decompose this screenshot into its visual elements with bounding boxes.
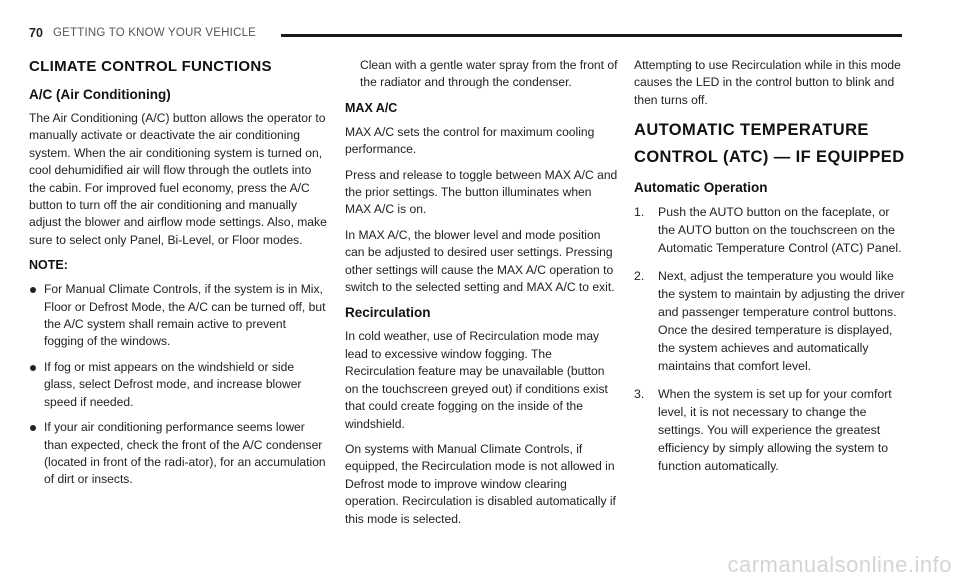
max-ac-paragraph: In MAX A/C, the blower level and mode position can be adjusted to desired user settings. Pressing other settings will cause the MAX A/C operation to switch to the selected setting and MAX A/C to exit. <box>345 227 615 295</box>
page-header <box>29 26 902 42</box>
step-text: When the system is set up for your comfort level, it is not necessary to change the settings. You will experience the greatest efficiency by simply allowing the system to function automatically. <box>658 387 892 474</box>
steps-list <box>634 203 910 475</box>
ac-subheading: A/C (Air Conditioning) <box>29 87 171 102</box>
column-middle <box>345 57 618 536</box>
ac-paragraph: The Air Conditioning (A/C) button allows the operator to manually activate or deactivate the air conditioning system. When the air conditioning system is turned on, cool dehumidified air will flow through the outlets into the cabin. For improved fuel economy, press the A/C button to turn off the air conditioning and manually adjust the blower and airflow mode settings. Also, make sure to select only Panel, Bi-Level, or Floor modes. <box>29 111 327 247</box>
note-bullet-text: If fog or mist appears on the windshield or side glass, select Defrost mode, and increase blower speed if needed. <box>44 359 302 409</box>
step-number: 2. <box>634 269 645 284</box>
step-number: 1. <box>634 205 645 220</box>
bullet-icon <box>30 287 36 293</box>
step-text: Push the AUTO button on the faceplate, or the AUTO button on the touchscreen on the Automatic Temperature Control (ATC) Panel. <box>658 205 902 256</box>
note-list <box>29 281 327 488</box>
step-number: 3. <box>634 387 645 402</box>
header-rule <box>281 34 902 37</box>
bullet-continuation: Clean with a gentle water spray from the front of the radiator and through the condenser. <box>360 58 618 90</box>
list-item <box>634 203 910 257</box>
automatic-operation-heading: Automatic Operation <box>634 180 768 196</box>
list-item <box>634 385 910 475</box>
column-left <box>29 57 327 497</box>
list-item <box>29 359 327 411</box>
section-title: GETTING TO KNOW YOUR VEHICLE <box>53 27 257 39</box>
list-item <box>634 267 910 375</box>
climate-control-heading: CLIMATE CONTROL FUNCTIONS <box>29 58 272 75</box>
column-right <box>634 57 910 485</box>
step-text: Next, adjust the temperature you would like the system to maintain by adjusting the driver and passenger temperature control buttons. Once the desired temperature is displayed, the system achieves and automatically maintains that comfort level. <box>658 269 905 374</box>
atc-heading: AUTOMATIC TEMPERATURE CONTROL (ATC) — IF EQUIPPED <box>634 121 905 167</box>
note-bullet-text: For Manual Climate Controls, if the system is in Mix, Floor or Defrost Mode, the A/C can be turned off, but the A/C system shall remain active to prevent fogging of the windows. <box>44 282 326 349</box>
page-number: 70 <box>29 26 43 40</box>
recirculation-paragraph: In cold weather, use of Recirculation mode may lead to excessive window fogging. The Recirculation feature may be unavailable (button on the touchscreen greyed out) if conditions exist that could create fogging on the inside of the windshield. <box>345 329 608 431</box>
bullet-icon <box>30 365 36 371</box>
max-ac-heading: MAX A/C <box>345 100 398 115</box>
list-item <box>29 281 327 351</box>
max-ac-paragraph: MAX A/C sets the control for maximum cooling performance. <box>345 124 595 157</box>
note-bullet-text: If your air conditioning performance seems lower than expected, check the front of the A/C condenser (located in front of the radi-ator), for an accumulation of dirt or insects. <box>44 420 326 487</box>
bullet-icon <box>30 425 36 431</box>
list-item <box>29 419 327 489</box>
recirculation-heading: Recirculation <box>345 305 431 321</box>
note-label: NOTE: <box>29 258 68 273</box>
recirculation-paragraph: Attempting to use Recirculation while in this mode causes the LED in the control button to blink and then turns off. <box>634 58 901 107</box>
recirculation-paragraph: On systems with Manual Climate Controls, if equipped, the Recirculation mode is not allowed in Defrost mode to improve window clearing operation. Recirculation is disabled automatically if this mode is selected. <box>345 441 616 526</box>
max-ac-paragraph: Press and release to toggle between MAX A/C and the prior settings. The button illuminates when MAX A/C is on. <box>345 167 618 217</box>
watermark: carmanualsonline.info <box>727 552 952 577</box>
